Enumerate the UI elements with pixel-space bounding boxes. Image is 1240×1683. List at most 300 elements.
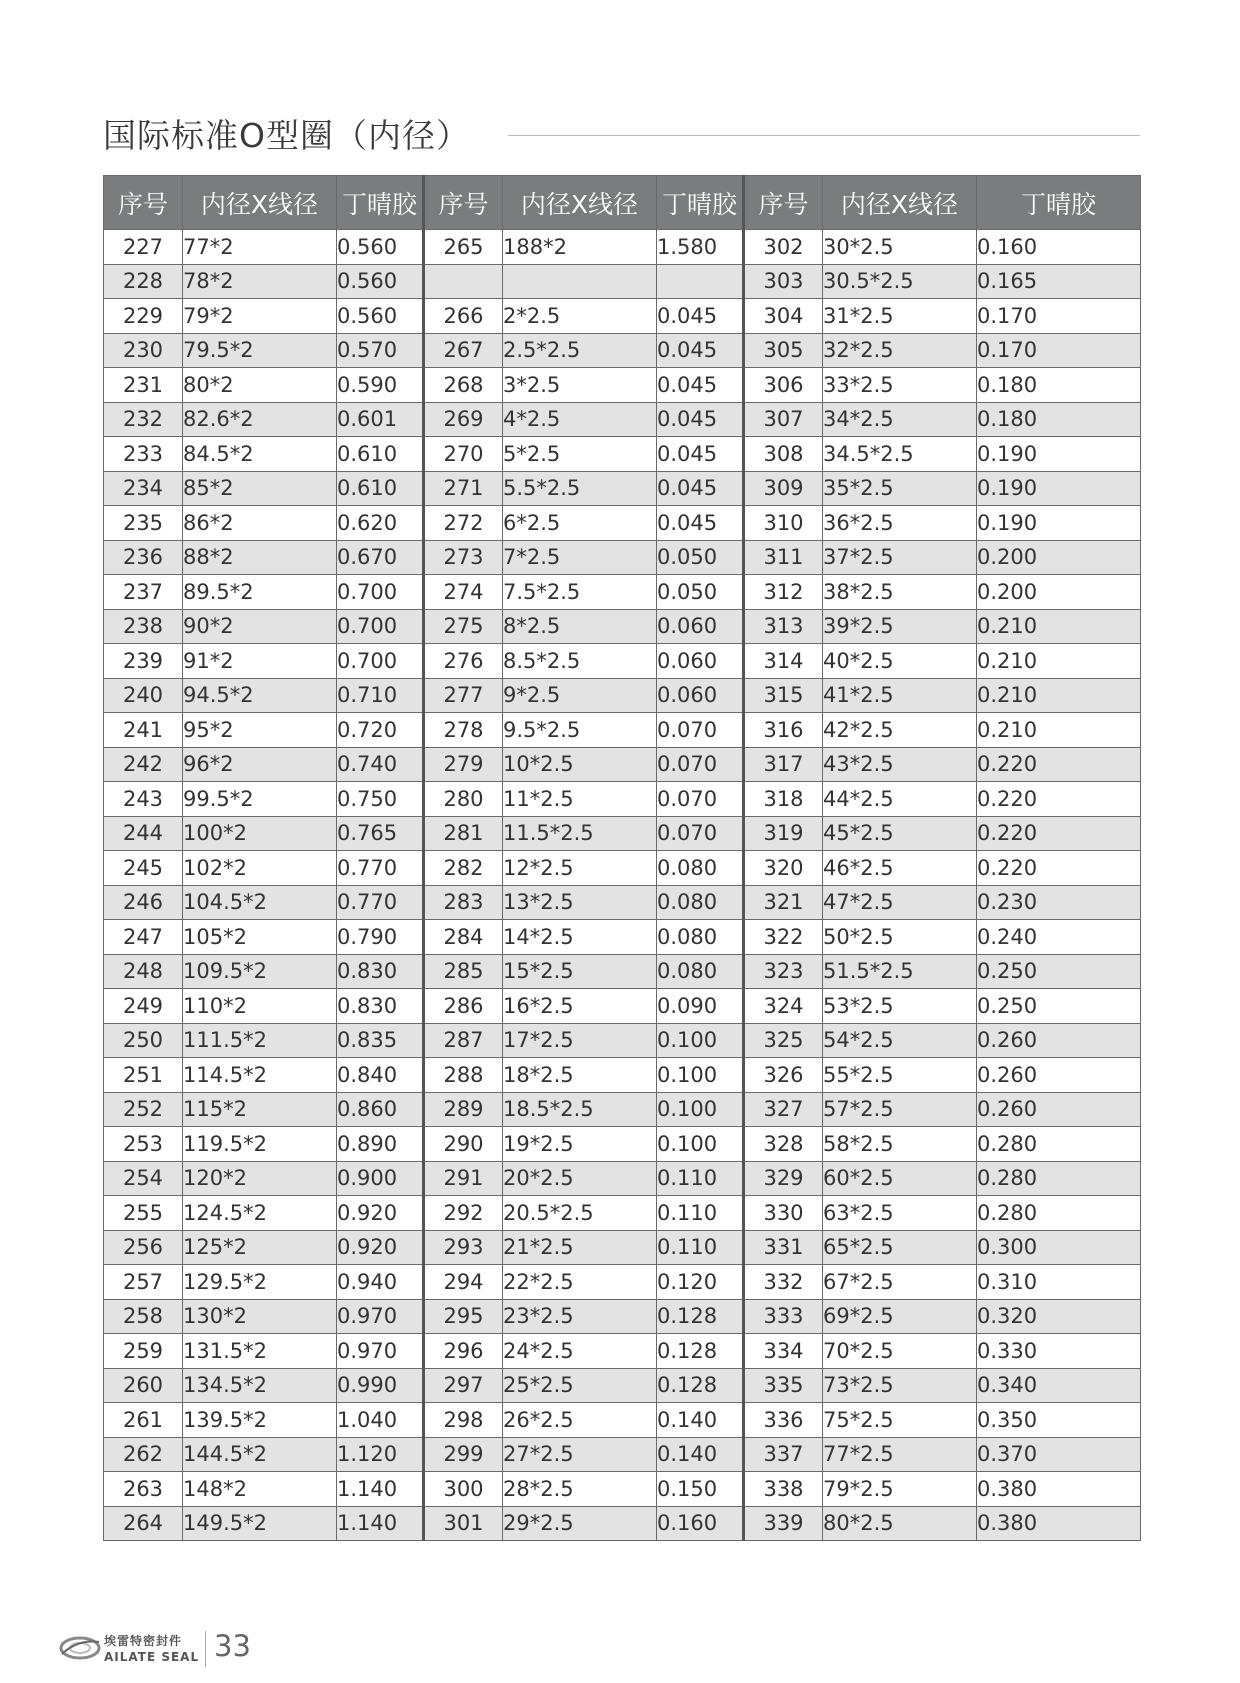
size-cell: 23*2.5 — [503, 1299, 657, 1334]
size-cell: 188*2 — [503, 230, 657, 265]
nbr-weight-cell: 0.380 — [977, 1472, 1141, 1507]
table-row — [104, 471, 1141, 506]
serial-cell: 282 — [424, 851, 503, 886]
size-cell: 11*2.5 — [503, 782, 657, 817]
serial-cell: 302 — [744, 230, 823, 265]
size-cell: 44*2.5 — [823, 782, 977, 817]
serial-cell: 339 — [744, 1506, 823, 1541]
serial-cell: 284 — [424, 920, 503, 955]
nbr-weight-cell: 0.250 — [977, 989, 1141, 1024]
serial-cell: 324 — [744, 989, 823, 1024]
serial-cell: 309 — [744, 471, 823, 506]
size-cell: 120*2 — [183, 1161, 337, 1196]
serial-cell: 326 — [744, 1058, 823, 1093]
nbr-weight-cell: 0.160 — [977, 230, 1141, 265]
serial-cell: 288 — [424, 1058, 503, 1093]
nbr-weight-cell: 0.080 — [657, 954, 744, 989]
table-row — [104, 1023, 1141, 1058]
serial-cell: 233 — [104, 437, 183, 472]
size-cell: 51.5*2.5 — [823, 954, 977, 989]
nbr-weight-cell: 0.110 — [657, 1230, 744, 1265]
serial-cell: 315 — [744, 678, 823, 713]
serial-cell: 311 — [744, 540, 823, 575]
header-serial: 序号 — [104, 176, 183, 230]
size-cell: 3*2.5 — [503, 368, 657, 403]
serial-cell: 268 — [424, 368, 503, 403]
table-row — [104, 989, 1141, 1024]
size-cell: 6*2.5 — [503, 506, 657, 541]
serial-cell: 229 — [104, 299, 183, 334]
nbr-weight-cell: 0.200 — [977, 575, 1141, 610]
size-cell: 36*2.5 — [823, 506, 977, 541]
nbr-weight-cell: 0.220 — [977, 816, 1141, 851]
size-cell — [503, 264, 657, 299]
serial-cell: 320 — [744, 851, 823, 886]
serial-cell: 303 — [744, 264, 823, 299]
nbr-weight-cell: 0.601 — [337, 402, 424, 437]
serial-cell: 247 — [104, 920, 183, 955]
serial-cell: 283 — [424, 885, 503, 920]
nbr-weight-cell: 0.765 — [337, 816, 424, 851]
serial-cell: 276 — [424, 644, 503, 679]
nbr-weight-cell: 0.210 — [977, 713, 1141, 748]
serial-cell: 321 — [744, 885, 823, 920]
serial-cell: 234 — [104, 471, 183, 506]
nbr-weight-cell: 0.190 — [977, 506, 1141, 541]
size-cell: 9*2.5 — [503, 678, 657, 713]
size-cell: 89.5*2 — [183, 575, 337, 610]
size-cell: 5*2.5 — [503, 437, 657, 472]
size-cell: 65*2.5 — [823, 1230, 977, 1265]
serial-cell: 240 — [104, 678, 183, 713]
table-row — [104, 782, 1141, 817]
nbr-weight-cell: 0.080 — [657, 885, 744, 920]
nbr-weight-cell: 0.045 — [657, 506, 744, 541]
serial-cell: 259 — [104, 1334, 183, 1369]
serial-cell: 279 — [424, 747, 503, 782]
size-cell: 102*2 — [183, 851, 337, 886]
serial-cell: 253 — [104, 1127, 183, 1162]
serial-cell: 329 — [744, 1161, 823, 1196]
nbr-weight-cell: 0.080 — [657, 851, 744, 886]
size-cell: 19*2.5 — [503, 1127, 657, 1162]
size-cell: 22*2.5 — [503, 1265, 657, 1300]
table-row — [104, 402, 1141, 437]
size-cell: 11.5*2.5 — [503, 816, 657, 851]
nbr-weight-cell — [657, 264, 744, 299]
serial-cell: 248 — [104, 954, 183, 989]
nbr-weight-cell: 0.590 — [337, 368, 424, 403]
serial-cell: 278 — [424, 713, 503, 748]
serial-cell: 286 — [424, 989, 503, 1024]
serial-cell: 243 — [104, 782, 183, 817]
oring-size-table — [103, 175, 1141, 1541]
size-cell: 30*2.5 — [823, 230, 977, 265]
nbr-weight-cell: 0.560 — [337, 230, 424, 265]
table-row — [104, 506, 1141, 541]
size-cell: 149.5*2 — [183, 1506, 337, 1541]
table-row — [104, 1196, 1141, 1231]
nbr-weight-cell: 0.240 — [977, 920, 1141, 955]
serial-cell: 313 — [744, 609, 823, 644]
table-row — [104, 1161, 1141, 1196]
nbr-weight-cell: 0.230 — [977, 885, 1141, 920]
serial-cell: 267 — [424, 333, 503, 368]
nbr-weight-cell: 0.090 — [657, 989, 744, 1024]
serial-cell: 298 — [424, 1403, 503, 1438]
table-row — [104, 816, 1141, 851]
size-cell: 115*2 — [183, 1092, 337, 1127]
size-cell: 130*2 — [183, 1299, 337, 1334]
header-serial: 序号 — [424, 176, 503, 230]
size-cell: 79*2.5 — [823, 1472, 977, 1507]
table-row — [104, 1058, 1141, 1093]
nbr-weight-cell: 0.140 — [657, 1437, 744, 1472]
nbr-weight-cell: 0.380 — [977, 1506, 1141, 1541]
size-cell: 82.6*2 — [183, 402, 337, 437]
serial-cell: 228 — [104, 264, 183, 299]
table-row — [104, 368, 1141, 403]
size-cell: 24*2.5 — [503, 1334, 657, 1369]
serial-cell: 296 — [424, 1334, 503, 1369]
nbr-weight-cell: 0.110 — [657, 1161, 744, 1196]
nbr-weight-cell: 0.900 — [337, 1161, 424, 1196]
serial-cell: 312 — [744, 575, 823, 610]
nbr-weight-cell: 1.040 — [337, 1403, 424, 1438]
header-size: 内径X线径 — [823, 176, 977, 230]
serial-cell: 308 — [744, 437, 823, 472]
nbr-weight-cell: 0.220 — [977, 782, 1141, 817]
table-header-row — [104, 176, 1141, 230]
size-cell: 16*2.5 — [503, 989, 657, 1024]
nbr-weight-cell: 0.710 — [337, 678, 424, 713]
nbr-weight-cell: 0.180 — [977, 368, 1141, 403]
nbr-weight-cell: 0.120 — [657, 1265, 744, 1300]
nbr-weight-cell: 0.210 — [977, 644, 1141, 679]
title-row — [103, 110, 1140, 166]
serial-cell: 297 — [424, 1368, 503, 1403]
serial-cell: 242 — [104, 747, 183, 782]
nbr-weight-cell: 0.310 — [977, 1265, 1141, 1300]
nbr-weight-cell: 0.350 — [977, 1403, 1141, 1438]
serial-cell: 274 — [424, 575, 503, 610]
header-size: 内径X线径 — [503, 176, 657, 230]
nbr-weight-cell: 0.260 — [977, 1058, 1141, 1093]
nbr-weight-cell: 0.128 — [657, 1299, 744, 1334]
nbr-weight-cell: 0.700 — [337, 644, 424, 679]
nbr-weight-cell: 0.920 — [337, 1230, 424, 1265]
serial-cell: 289 — [424, 1092, 503, 1127]
size-cell: 110*2 — [183, 989, 337, 1024]
size-cell: 15*2.5 — [503, 954, 657, 989]
size-cell: 69*2.5 — [823, 1299, 977, 1334]
nbr-weight-cell: 0.330 — [977, 1334, 1141, 1369]
serial-cell: 236 — [104, 540, 183, 575]
nbr-weight-cell: 1.580 — [657, 230, 744, 265]
table-row — [104, 1334, 1141, 1369]
nbr-weight-cell: 0.070 — [657, 816, 744, 851]
size-cell: 10*2.5 — [503, 747, 657, 782]
nbr-weight-cell: 0.140 — [657, 1403, 744, 1438]
serial-cell: 310 — [744, 506, 823, 541]
nbr-weight-cell: 0.560 — [337, 299, 424, 334]
size-cell: 42*2.5 — [823, 713, 977, 748]
serial-cell: 232 — [104, 402, 183, 437]
serial-cell: 318 — [744, 782, 823, 817]
size-cell: 99.5*2 — [183, 782, 337, 817]
serial-cell: 319 — [744, 816, 823, 851]
table-row — [104, 437, 1141, 472]
table-row — [104, 1230, 1141, 1265]
serial-cell: 280 — [424, 782, 503, 817]
serial-cell: 306 — [744, 368, 823, 403]
nbr-weight-cell: 0.100 — [657, 1127, 744, 1162]
serial-cell: 266 — [424, 299, 503, 334]
size-cell: 134.5*2 — [183, 1368, 337, 1403]
nbr-weight-cell: 0.860 — [337, 1092, 424, 1127]
nbr-weight-cell: 0.128 — [657, 1334, 744, 1369]
size-cell: 95*2 — [183, 713, 337, 748]
table-row — [104, 575, 1141, 610]
table-row — [104, 851, 1141, 886]
size-cell: 17*2.5 — [503, 1023, 657, 1058]
size-cell: 58*2.5 — [823, 1127, 977, 1162]
serial-cell: 334 — [744, 1334, 823, 1369]
nbr-weight-cell: 0.190 — [977, 471, 1141, 506]
size-cell: 2*2.5 — [503, 299, 657, 334]
table-row — [104, 1127, 1141, 1162]
serial-cell: 336 — [744, 1403, 823, 1438]
size-cell: 7.5*2.5 — [503, 575, 657, 610]
serial-cell — [424, 264, 503, 299]
table-row — [104, 299, 1141, 334]
nbr-weight-cell: 0.045 — [657, 402, 744, 437]
header-nbr: 丁晴胶 — [657, 176, 744, 230]
nbr-weight-cell: 0.700 — [337, 575, 424, 610]
serial-cell: 271 — [424, 471, 503, 506]
serial-cell: 262 — [104, 1437, 183, 1472]
serial-cell: 333 — [744, 1299, 823, 1334]
page-number: 33 — [214, 1629, 251, 1663]
table-row — [104, 678, 1141, 713]
size-cell: 60*2.5 — [823, 1161, 977, 1196]
size-cell: 37*2.5 — [823, 540, 977, 575]
nbr-weight-cell: 0.180 — [977, 402, 1141, 437]
nbr-weight-cell: 0.170 — [977, 333, 1141, 368]
nbr-weight-cell: 0.740 — [337, 747, 424, 782]
size-cell: 79.5*2 — [183, 333, 337, 368]
nbr-weight-cell: 0.045 — [657, 299, 744, 334]
table-row — [104, 1368, 1141, 1403]
size-cell: 78*2 — [183, 264, 337, 299]
size-cell: 33*2.5 — [823, 368, 977, 403]
size-cell: 31*2.5 — [823, 299, 977, 334]
nbr-weight-cell: 0.620 — [337, 506, 424, 541]
size-cell: 8*2.5 — [503, 609, 657, 644]
serial-cell: 328 — [744, 1127, 823, 1162]
nbr-weight-cell: 0.920 — [337, 1196, 424, 1231]
size-cell: 67*2.5 — [823, 1265, 977, 1300]
serial-cell: 252 — [104, 1092, 183, 1127]
nbr-weight-cell: 0.720 — [337, 713, 424, 748]
serial-cell: 304 — [744, 299, 823, 334]
nbr-weight-cell: 1.140 — [337, 1506, 424, 1541]
serial-cell: 239 — [104, 644, 183, 679]
size-cell: 30.5*2.5 — [823, 264, 977, 299]
table-row — [104, 885, 1141, 920]
nbr-weight-cell: 0.165 — [977, 264, 1141, 299]
nbr-weight-cell: 0.280 — [977, 1196, 1141, 1231]
size-cell: 32*2.5 — [823, 333, 977, 368]
size-cell: 70*2.5 — [823, 1334, 977, 1369]
serial-cell: 290 — [424, 1127, 503, 1162]
size-cell: 8.5*2.5 — [503, 644, 657, 679]
table-row — [104, 644, 1141, 679]
size-cell: 144.5*2 — [183, 1437, 337, 1472]
serial-cell: 307 — [744, 402, 823, 437]
nbr-weight-cell: 0.260 — [977, 1023, 1141, 1058]
nbr-weight-cell: 0.260 — [977, 1092, 1141, 1127]
size-cell: 124.5*2 — [183, 1196, 337, 1231]
serial-cell: 230 — [104, 333, 183, 368]
size-cell: 85*2 — [183, 471, 337, 506]
size-cell: 27*2.5 — [503, 1437, 657, 1472]
serial-cell: 235 — [104, 506, 183, 541]
size-cell: 109.5*2 — [183, 954, 337, 989]
serial-cell: 245 — [104, 851, 183, 886]
footer-divider — [205, 1631, 206, 1667]
size-cell: 4*2.5 — [503, 402, 657, 437]
size-cell: 79*2 — [183, 299, 337, 334]
table-row — [104, 1092, 1141, 1127]
nbr-weight-cell: 0.070 — [657, 782, 744, 817]
nbr-weight-cell: 0.190 — [977, 437, 1141, 472]
serial-cell: 277 — [424, 678, 503, 713]
nbr-weight-cell: 0.790 — [337, 920, 424, 955]
serial-cell: 293 — [424, 1230, 503, 1265]
serial-cell: 227 — [104, 230, 183, 265]
serial-cell: 258 — [104, 1299, 183, 1334]
serial-cell: 260 — [104, 1368, 183, 1403]
nbr-weight-cell: 0.100 — [657, 1092, 744, 1127]
nbr-weight-cell: 0.700 — [337, 609, 424, 644]
nbr-weight-cell: 0.060 — [657, 644, 744, 679]
serial-cell: 272 — [424, 506, 503, 541]
nbr-weight-cell: 0.610 — [337, 471, 424, 506]
nbr-weight-cell: 0.750 — [337, 782, 424, 817]
size-cell: 20.5*2.5 — [503, 1196, 657, 1231]
serial-cell: 254 — [104, 1161, 183, 1196]
nbr-weight-cell: 0.110 — [657, 1196, 744, 1231]
size-cell: 26*2.5 — [503, 1403, 657, 1438]
serial-cell: 325 — [744, 1023, 823, 1058]
size-cell: 46*2.5 — [823, 851, 977, 886]
size-cell: 25*2.5 — [503, 1368, 657, 1403]
nbr-weight-cell: 0.770 — [337, 851, 424, 886]
serial-cell: 249 — [104, 989, 183, 1024]
serial-cell: 330 — [744, 1196, 823, 1231]
serial-cell: 238 — [104, 609, 183, 644]
serial-cell: 338 — [744, 1472, 823, 1507]
size-cell: 111.5*2 — [183, 1023, 337, 1058]
size-cell: 53*2.5 — [823, 989, 977, 1024]
size-cell: 35*2.5 — [823, 471, 977, 506]
serial-cell: 261 — [104, 1403, 183, 1438]
brand-logo-icon — [58, 1633, 102, 1663]
serial-cell: 291 — [424, 1161, 503, 1196]
nbr-weight-cell: 0.835 — [337, 1023, 424, 1058]
size-cell: 18*2.5 — [503, 1058, 657, 1093]
nbr-weight-cell: 0.210 — [977, 678, 1141, 713]
serial-cell: 237 — [104, 575, 183, 610]
size-cell: 7*2.5 — [503, 540, 657, 575]
nbr-weight-cell: 0.150 — [657, 1472, 744, 1507]
serial-cell: 251 — [104, 1058, 183, 1093]
nbr-weight-cell: 0.570 — [337, 333, 424, 368]
size-cell: 29*2.5 — [503, 1506, 657, 1541]
nbr-weight-cell: 0.370 — [977, 1437, 1141, 1472]
serial-cell: 275 — [424, 609, 503, 644]
size-cell: 55*2.5 — [823, 1058, 977, 1093]
page-title: 国际标准O型圈（内径） — [103, 116, 470, 155]
size-cell: 57*2.5 — [823, 1092, 977, 1127]
nbr-weight-cell: 0.280 — [977, 1127, 1141, 1162]
table-row — [104, 609, 1141, 644]
table-row — [104, 954, 1141, 989]
nbr-weight-cell: 0.610 — [337, 437, 424, 472]
size-cell: 20*2.5 — [503, 1161, 657, 1196]
nbr-weight-cell: 0.340 — [977, 1368, 1141, 1403]
nbr-weight-cell: 0.210 — [977, 609, 1141, 644]
nbr-weight-cell: 1.140 — [337, 1472, 424, 1507]
nbr-weight-cell: 0.100 — [657, 1023, 744, 1058]
serial-cell: 335 — [744, 1368, 823, 1403]
nbr-weight-cell: 0.300 — [977, 1230, 1141, 1265]
nbr-weight-cell: 0.060 — [657, 609, 744, 644]
page-footer — [58, 1627, 358, 1673]
table-row — [104, 540, 1141, 575]
nbr-weight-cell: 0.830 — [337, 989, 424, 1024]
size-cell: 77*2 — [183, 230, 337, 265]
size-cell: 114.5*2 — [183, 1058, 337, 1093]
table-row — [104, 1299, 1141, 1334]
nbr-weight-cell: 1.120 — [337, 1437, 424, 1472]
table-row — [104, 1403, 1141, 1438]
size-cell: 90*2 — [183, 609, 337, 644]
size-cell: 84.5*2 — [183, 437, 337, 472]
nbr-weight-cell: 0.045 — [657, 471, 744, 506]
size-cell: 75*2.5 — [823, 1403, 977, 1438]
size-cell: 12*2.5 — [503, 851, 657, 886]
size-cell: 54*2.5 — [823, 1023, 977, 1058]
size-cell: 104.5*2 — [183, 885, 337, 920]
header-nbr: 丁晴胶 — [977, 176, 1141, 230]
size-cell: 131.5*2 — [183, 1334, 337, 1369]
nbr-weight-cell: 0.060 — [657, 678, 744, 713]
serial-cell: 241 — [104, 713, 183, 748]
table-row — [104, 920, 1141, 955]
header-size: 内径X线径 — [183, 176, 337, 230]
title-divider-line — [508, 135, 1140, 136]
size-cell: 34*2.5 — [823, 402, 977, 437]
serial-cell: 263 — [104, 1472, 183, 1507]
nbr-weight-cell: 0.160 — [657, 1506, 744, 1541]
serial-cell: 231 — [104, 368, 183, 403]
serial-cell: 322 — [744, 920, 823, 955]
table-row — [104, 230, 1141, 265]
serial-cell: 273 — [424, 540, 503, 575]
serial-cell: 317 — [744, 747, 823, 782]
